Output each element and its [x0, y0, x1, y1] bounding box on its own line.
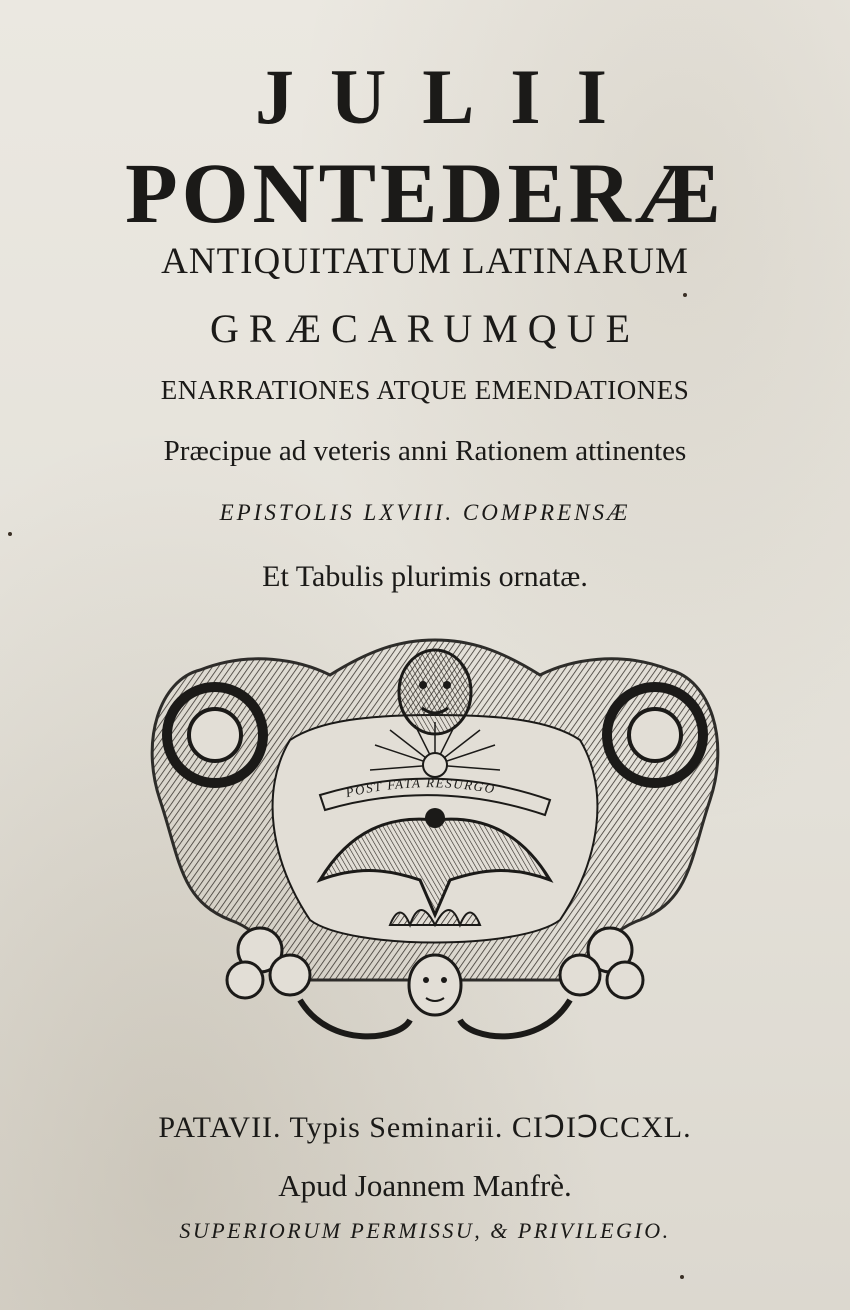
author-surname: PONTEDERÆ	[125, 145, 725, 241]
subtitle-tabulis: Et Tabulis plurimis ornatæ.	[262, 560, 588, 593]
ink-speck	[683, 293, 687, 297]
imprint-publisher: Apud Joannem Manfrè.	[278, 1168, 572, 1203]
subtitle-epistolis: EPISTOLIS LXVIII. COMPRENSÆ	[219, 500, 631, 525]
ink-speck	[680, 1275, 684, 1279]
imprint-place-date: PATAVII. Typis Seminarii. CIↃIↃCCXL.	[158, 1111, 692, 1144]
author-first-name: JULII	[254, 53, 644, 140]
phoenix-rising-vignette-icon	[140, 630, 730, 1060]
title-line-graecarumque: GRÆCARUMQUE	[209, 306, 641, 351]
vignette-motto: POST FATA RESURGO	[344, 775, 497, 801]
ink-speck	[8, 532, 12, 536]
subtitle-praecipue: Præcipue ad veteris anni Rationem attinentes	[163, 435, 687, 467]
title-line-enarrationes: ENARRATIONES ATQUE EMENDATIONES	[160, 375, 690, 405]
title-line-antiquitatum: ANTIQUITATUM LATINARUM	[161, 241, 689, 282]
imprint-permission: SUPERIORUM PERMISSU, & PRIVILEGIO.	[179, 1218, 671, 1243]
